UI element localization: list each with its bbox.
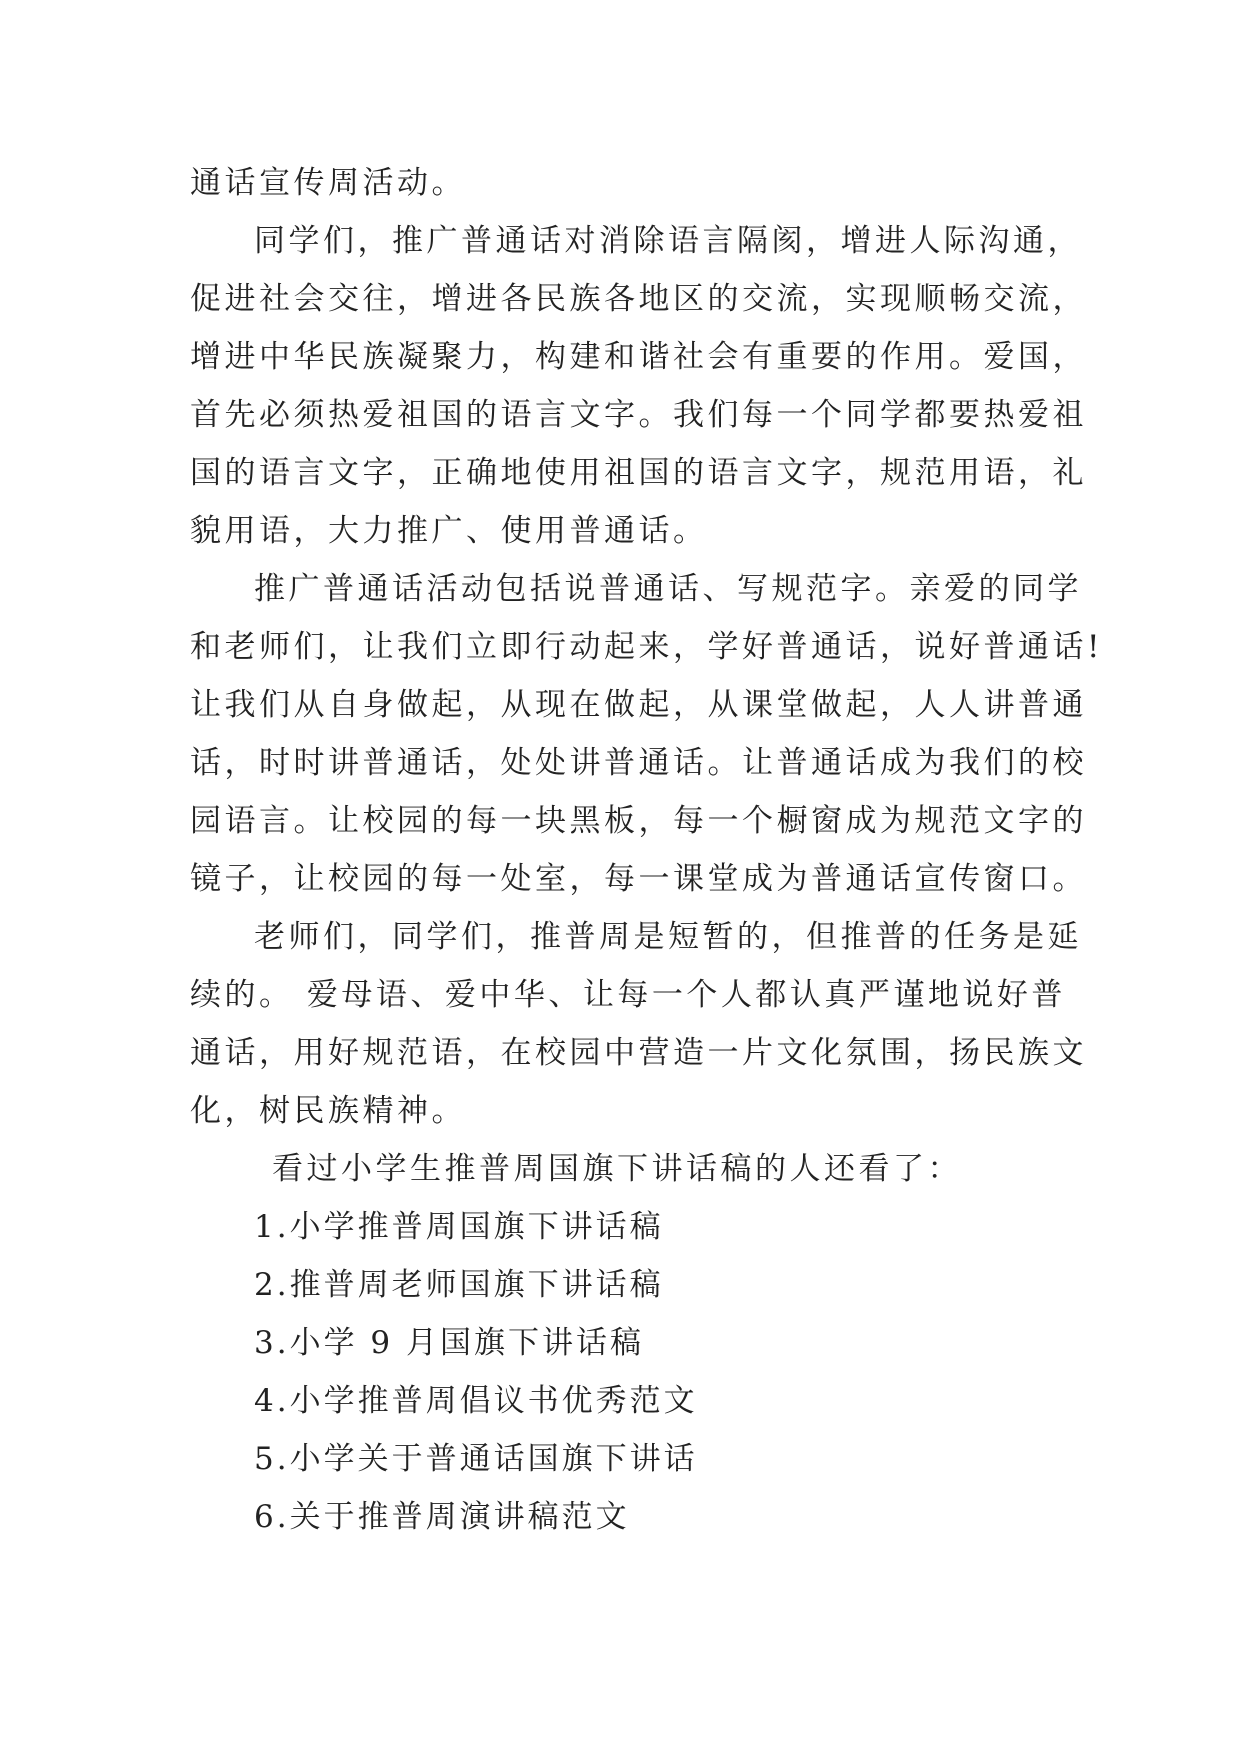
paragraph-line: 通话，用好规范语，在校园中营造一片文化氛围，扬民族文 xyxy=(190,1035,1087,1071)
paragraph-line: 续的。 爱母语、爱中华、让每一个人都认真严谨地说好普 xyxy=(190,977,1066,1013)
paragraph-line: 国的语言文字，正确地使用祖国的语言文字，规范用语，礼 xyxy=(190,455,1087,491)
related-article-link[interactable]: 3.小学 9 月国旗下讲话稿 xyxy=(254,1325,645,1361)
related-article-link[interactable]: 6.关于推普周演讲稿范文 xyxy=(254,1499,630,1535)
paragraph-line: 镜子，让校园的每一处室，每一课堂成为普通话宣传窗口。 xyxy=(190,861,1087,897)
paragraph-line: 老师们，同学们，推普周是短暂的，但推普的任务是延 xyxy=(254,919,1082,955)
document-body xyxy=(190,154,1103,1546)
paragraph-line: 让我们从自身做起，从现在做起，从课堂做起，人人讲普通 xyxy=(190,687,1087,723)
related-articles-heading: 看过小学生推普周国旗下讲话稿的人还看了： xyxy=(272,1151,962,1187)
paragraph-line: 话，时时讲普通话，处处讲普通话。让普通话成为我们的校 xyxy=(190,745,1087,781)
related-articles-list xyxy=(190,1198,1070,1546)
paragraph-continuation-line: 通话宣传周活动。 xyxy=(190,165,466,201)
paragraph-line: 同学们，推广普通话对消除语言隔阂，增进人际沟通， xyxy=(254,223,1082,259)
paragraph-line: 推广普通话活动包括说普通话、写规范字。亲爱的同学 xyxy=(254,571,1082,607)
related-article-link[interactable]: 4.小学推普周倡议书优秀范文 xyxy=(254,1383,698,1419)
paragraph-line: 园语言。让校园的每一块黑板，每一个橱窗成为规范文字的 xyxy=(190,803,1087,839)
related-article-link[interactable]: 5.小学关于普通话国旗下讲话 xyxy=(254,1441,698,1477)
paragraph-line: 促进社会交往，增进各民族各地区的交流，实现顺畅交流， xyxy=(190,281,1087,317)
paragraph-line: 貌用语，大力推广、使用普通话。 xyxy=(190,513,708,549)
paragraph-line: 首先必须热爱祖国的语言文字。我们每一个同学都要热爱祖 xyxy=(190,397,1087,433)
related-article-link[interactable]: 1.小学推普周国旗下讲话稿 xyxy=(254,1209,664,1245)
paragraph-line: 增进中华民族凝聚力，构建和谐社会有重要的作用。爱国， xyxy=(190,339,1087,375)
paragraph-line: 和老师们，让我们立即行动起来，学好普通话，说好普通话! xyxy=(190,629,1103,665)
paragraph-line: 化，树民族精神。 xyxy=(190,1093,466,1129)
related-article-link[interactable]: 2.推普周老师国旗下讲话稿 xyxy=(254,1267,664,1303)
